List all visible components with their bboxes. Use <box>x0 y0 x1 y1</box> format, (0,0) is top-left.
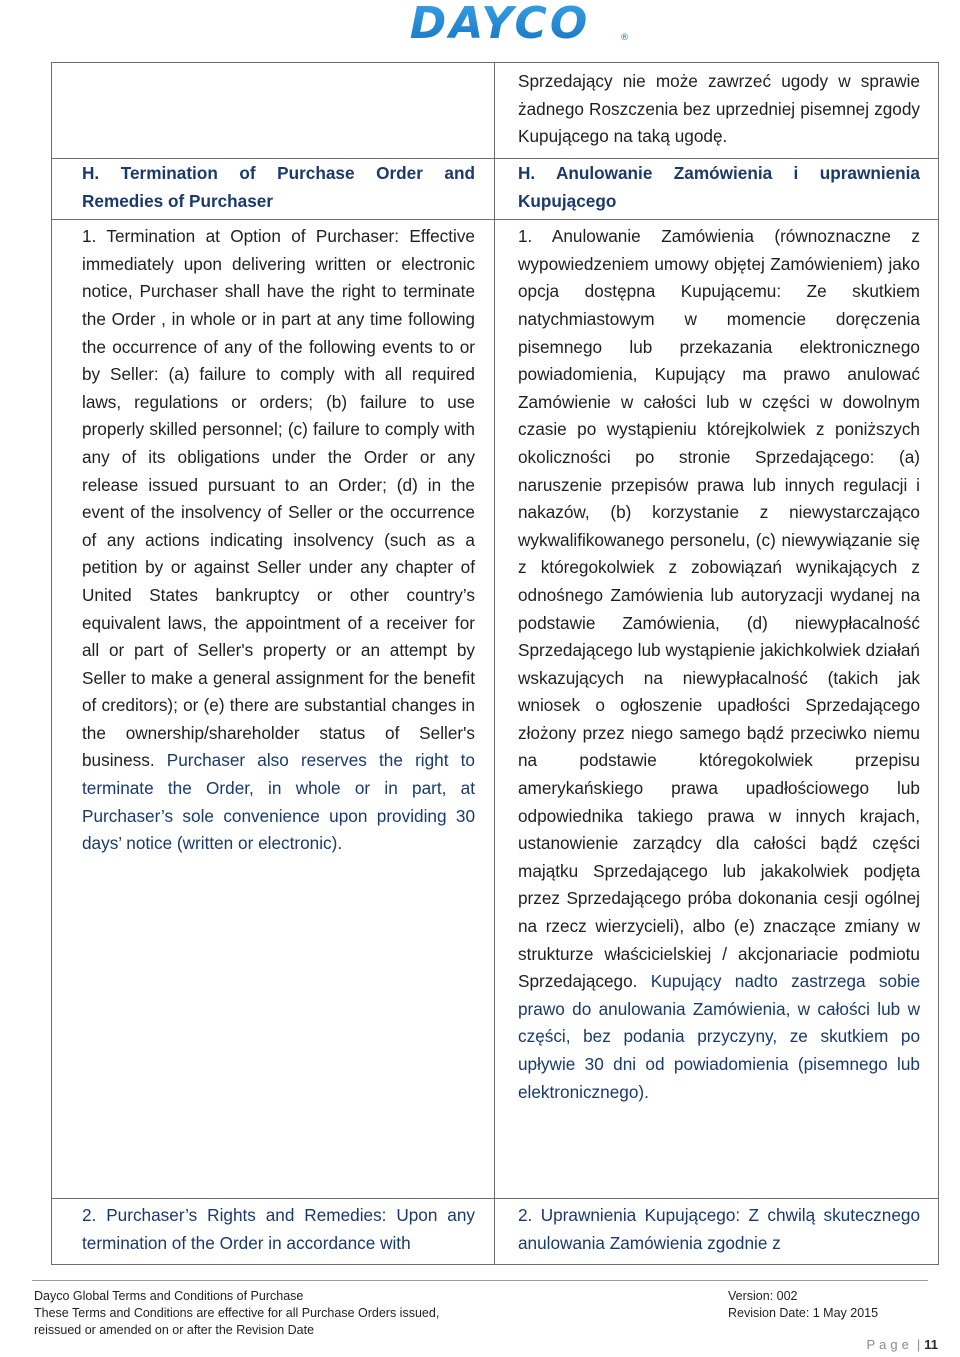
footer-revision-date: Revision Date: 1 May 2015 <box>728 1305 879 1320</box>
left-clause-2-cell <box>52 1199 495 1265</box>
left-clause-1-cell <box>52 220 495 1199</box>
logo-registered-mark: ® <box>620 33 629 42</box>
page-separator: | <box>916 1337 921 1352</box>
left-continuation <box>82 63 475 91</box>
left-clause-1-text: 1. Termination at Option of Purchaser: Effective immediately upon delivering written or electronic notice, Purchaser shall have the right to terminate the Order , in whole or in part at any time following the occurrence of any of the following events to or by Seller: (a) failure to comply with all required laws, regulations or orders; (b) failure to use properly skilled personnel; (c) failure to comply with any of its obligations under the Order or any release issued pursuant to an Order; (d) in the event of the insolvency of Seller or the occurrence of any actions indicating insolvency (such as a petition by or against Seller under any chapter of United States bankruptcy or other country’s equivalent laws, the appointment of a receiver for all or part of Seller's property or an attempt by Seller to make a general assignment for the benefit of creditors); or (e) there are substantial changes in the ownership/shareholder status of Seller's business. <box>82 226 475 771</box>
left-clause-2: 2. Purchaser’s Rights and Remedies: Upon any termination of the Order in accordance with <box>82 1205 475 1253</box>
right-clause-1-cell <box>495 220 939 1199</box>
footer-reissued-line: reissued or amended on or after the Revision Date <box>34 1322 315 1337</box>
right-clause-1-convenience: Kupujący nadto zastrzega sobie prawo do anulowania Zamówienia, w całości lub w części, bez podania przyczyny, ze skutkiem po upływie 30 dni od powiadomienia (pisemnego lub elektronicznego). <box>518 971 920 1102</box>
right-clause-1 <box>518 223 920 1106</box>
right-continuation: Sprzedający nie może zawrzeć ugody w sprawie żadnego Roszczenia bez uprzedniej pisemnej zgody Kupującego na taką ugodę. <box>518 71 920 147</box>
row-continuation <box>52 63 939 159</box>
footer-title: Dayco Global Terms and Conditions of Purchase <box>34 1289 304 1303</box>
page-label: Page <box>866 1337 913 1352</box>
row-clause-2 <box>52 1199 939 1265</box>
footer-version: Version: 002 <box>728 1289 798 1303</box>
right-clause-2: 2. Uprawnienia Kupującego: Z chwilą skutecznego anulowania Zamówienia zgodnie z <box>518 1205 920 1253</box>
right-heading-cell <box>495 159 939 220</box>
footer-effective-line: These Terms and Conditions are effective for all Purchase Orders issued, <box>34 1305 440 1320</box>
footer-right <box>728 1288 878 1322</box>
left-heading-cell <box>52 159 495 220</box>
footer-left <box>34 1288 439 1338</box>
row-clause-1 <box>52 220 939 1199</box>
page-number <box>866 1337 938 1352</box>
left-section-heading: H. Termination of Purchase Order and Remedies of Purchaser <box>82 163 475 211</box>
dayco-logo <box>370 2 630 42</box>
logo-text: DAYCO <box>409 2 591 42</box>
terms-table <box>51 62 939 1265</box>
right-section-heading: H. Anulowanie Zamówienia i uprawnienia Kupującego <box>518 163 920 211</box>
left-clause-1 <box>82 223 475 858</box>
right-clause-1-text: 1. Anulowanie Zamówienia (równoznaczne z wypowiedzeniem umowy objętej Zamówieniem) jako opcja dostępna Kupującemu: Ze skutkiem natychmiastowym w momencie doręczenia pisemnego lub przekazania elektronicznego powiadomienia, Kupujący ma prawo anulować Zamówienie w całości lub w części w dowolnym czasie po wystąpieniu którejkolwiek z poniższych okoliczności po stronie Sprzedającego: (a) naruszenie przepisów prawa lub innych regulacji i nakazów, (b) korzystanie z niewystarczająco wykwalifikowanego personelu, (c) niewywiązanie się z któregokolwiek z zobowiązań wynikających z odnośnego Zamówienia lub autoryzacji wydanej na podstawie Zamówienia, (d) niewypłacalność Sprzedającego lub wystąpienie jakichkolwiek działań wskazujących na niewypłacalność (takich jak wniosek o ogłoszenie upadłości Sprzedającego złożony przez niego samego bądź przeciwko niemu na podstawie któregokolwiek przepisu amerykańskiego prawa upadłościowego lub odpowiednika takiego prawa w innych krajach, ustanowienie zarządcy dla całości bądź części majątku Sprzedającego lub jakakolwiek podjęta przez Sprzedającego próba dokonania cesji ogólnej na rzecz wierzycieli), albo (e) znaczące zmiany w strukturze właścicielskiej / akcjonariacie podmiotu Sprzedającego. <box>518 226 920 992</box>
row-heading <box>52 159 939 220</box>
footer-divider <box>32 1280 928 1281</box>
left-continuation-cell <box>52 63 495 159</box>
right-clause-2-cell <box>495 1199 939 1265</box>
left-clause-1-convenience: Purchaser also reserves the right to terminate the Order, in whole or in part, at Purchaser’s sole convenience upon providing 30 days’ notice (written or electronic). <box>82 750 475 854</box>
right-continuation-cell <box>495 63 939 159</box>
page-number-value: 11 <box>924 1337 938 1352</box>
